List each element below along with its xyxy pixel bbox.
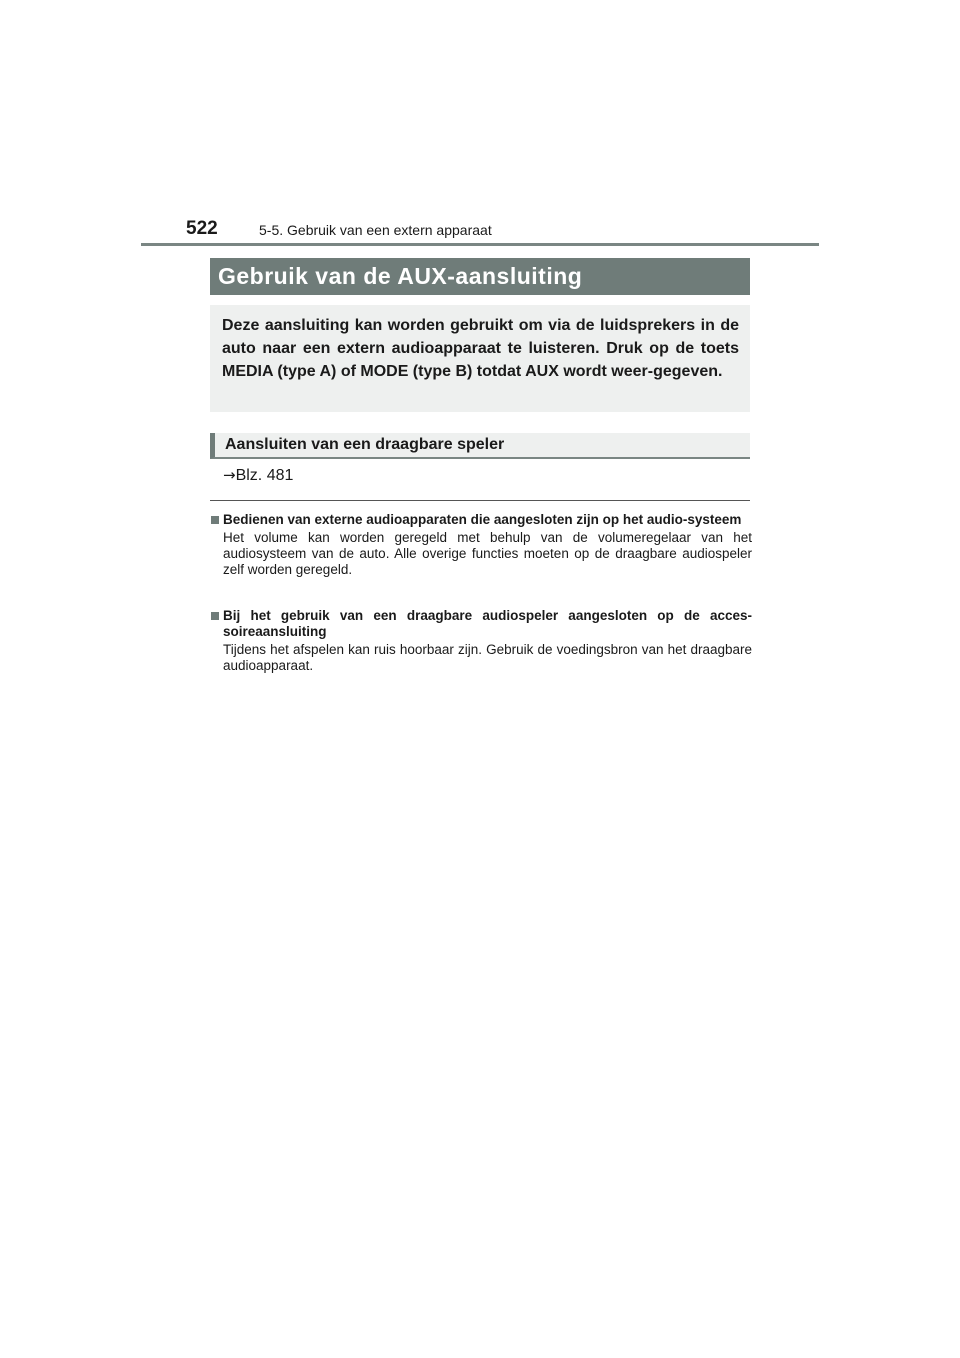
section-title-bar <box>210 258 750 295</box>
section-title: Gebruik van de AUX-aansluiting <box>218 263 583 289</box>
note-heading: Bedienen van externe audioapparaten die aangesloten zijn op het audio-systeem <box>223 512 742 527</box>
note-body: Tijdens het afspelen kan ruis hoorbaar zijn. Gebruik de voedingsbron van het draagbare audioapparaat. <box>223 642 752 673</box>
note-item <box>210 608 752 674</box>
square-bullet-icon <box>211 612 219 620</box>
subsection-heading-bar <box>210 433 750 459</box>
header-divider <box>141 243 819 246</box>
note-body: Het volume kan worden geregeld met behulp van de volumeregelaar van het audiosysteem van de auto. Alle overige functies moeten op de draagbare audiospeler zelf worden geregeld. <box>223 530 752 577</box>
page-number: 522 <box>186 218 218 239</box>
intro-text: Deze aansluiting kan worden gebruikt om via de luidsprekers in de auto naar een extern audioapparaat te luisteren. Druk op de toets MEDIA (type A) of MODE (type B) totdat AUX wordt weer-gegeven. <box>222 317 739 380</box>
square-bullet-icon <box>211 516 219 524</box>
page-reference-text: Blz. 481 <box>235 467 294 484</box>
arrow-right-icon: → <box>223 466 236 484</box>
breadcrumb: 5-5. Gebruik van een extern apparaat <box>259 222 492 238</box>
note-heading-container <box>210 512 752 528</box>
note-item <box>210 512 752 578</box>
subsection-title: Aansluiten van een draagbare speler <box>225 436 505 453</box>
intro-box <box>210 305 750 412</box>
note-heading: Bij het gebruik van een draagbare audiospeler aangesloten op de acces-soireaansluiting <box>223 608 752 639</box>
note-heading-container <box>210 608 752 640</box>
notes-divider <box>210 500 750 501</box>
page-reference[interactable] <box>223 466 293 485</box>
